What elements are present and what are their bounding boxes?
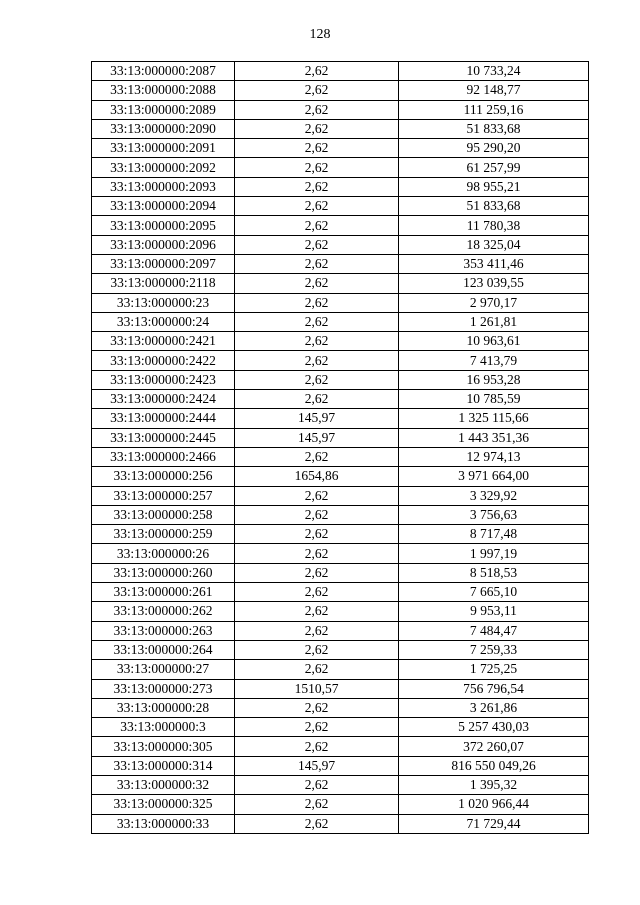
table-row: [92, 756, 589, 775]
rate-cell: 2,62: [235, 698, 399, 717]
amount-cell: 7 413,79: [399, 351, 589, 370]
cadastral-number-cell: 33:13:000000:261: [92, 583, 235, 602]
rate-cell: 2,62: [235, 235, 399, 254]
cadastral-number-cell: 33:13:000000:2421: [92, 332, 235, 351]
cadastral-number-cell: 33:13:000000:27: [92, 660, 235, 679]
table-row: [92, 351, 589, 370]
amount-cell: 353 411,46: [399, 254, 589, 273]
amount-cell: 1 443 351,36: [399, 428, 589, 447]
rate-cell: 2,62: [235, 505, 399, 524]
cadastral-number-cell: 33:13:000000:2423: [92, 370, 235, 389]
amount-cell: 61 257,99: [399, 158, 589, 177]
amount-cell: 372 260,07: [399, 737, 589, 756]
rate-cell: 1654,86: [235, 467, 399, 486]
cadastral-number-cell: 33:13:000000:2424: [92, 390, 235, 409]
amount-cell: 51 833,68: [399, 197, 589, 216]
amount-cell: 10 785,59: [399, 390, 589, 409]
rate-cell: 145,97: [235, 409, 399, 428]
cadastral-number-cell: 33:13:000000:260: [92, 563, 235, 582]
rate-cell: 145,97: [235, 756, 399, 775]
rate-cell: 2,62: [235, 216, 399, 235]
table-row: [92, 139, 589, 158]
table-row: [92, 312, 589, 331]
cadastral-number-cell: 33:13:000000:305: [92, 737, 235, 756]
cadastral-number-cell: 33:13:000000:263: [92, 621, 235, 640]
amount-cell: 3 261,86: [399, 698, 589, 717]
table-row: [92, 775, 589, 794]
amount-cell: 8 518,53: [399, 563, 589, 582]
cadastral-number-cell: 33:13:000000:33: [92, 814, 235, 833]
table-row: [92, 177, 589, 196]
cadastral-number-cell: 33:13:000000:256: [92, 467, 235, 486]
rate-cell: 2,62: [235, 602, 399, 621]
table-row: [92, 216, 589, 235]
rate-cell: 2,62: [235, 293, 399, 312]
amount-cell: 92 148,77: [399, 81, 589, 100]
rate-cell: 2,62: [235, 737, 399, 756]
amount-cell: 2 970,17: [399, 293, 589, 312]
table-row: [92, 737, 589, 756]
rate-cell: 2,62: [235, 351, 399, 370]
table-row: [92, 158, 589, 177]
cadastral-number-cell: 33:13:000000:2089: [92, 100, 235, 119]
cadastral-number-cell: 33:13:000000:24: [92, 312, 235, 331]
rate-cell: 2,62: [235, 660, 399, 679]
cadastral-number-cell: 33:13:000000:2444: [92, 409, 235, 428]
cadastral-number-cell: 33:13:000000:273: [92, 679, 235, 698]
cadastral-number-cell: 33:13:000000:2466: [92, 447, 235, 466]
table-row: [92, 486, 589, 505]
amount-cell: 7 665,10: [399, 583, 589, 602]
amount-cell: 3 756,63: [399, 505, 589, 524]
cadastral-number-cell: 33:13:000000:259: [92, 525, 235, 544]
amount-cell: 816 550 049,26: [399, 756, 589, 775]
table-row: [92, 119, 589, 138]
cadastral-number-cell: 33:13:000000:2090: [92, 119, 235, 138]
rate-cell: 2,62: [235, 390, 399, 409]
cadastral-number-cell: 33:13:000000:314: [92, 756, 235, 775]
cadastral-number-cell: 33:13:000000:2422: [92, 351, 235, 370]
amount-cell: 3 971 664,00: [399, 467, 589, 486]
rate-cell: 2,62: [235, 814, 399, 833]
cadastral-number-cell: 33:13:000000:26: [92, 544, 235, 563]
rate-cell: 2,62: [235, 640, 399, 659]
rate-cell: 2,62: [235, 486, 399, 505]
table-row: [92, 254, 589, 273]
rate-cell: 2,62: [235, 718, 399, 737]
cadastral-number-cell: 33:13:000000:2445: [92, 428, 235, 447]
rate-cell: 2,62: [235, 525, 399, 544]
table-row: [92, 62, 589, 81]
cadastral-number-cell: 33:13:000000:2092: [92, 158, 235, 177]
amount-cell: 95 290,20: [399, 139, 589, 158]
amount-cell: 9 953,11: [399, 602, 589, 621]
amount-cell: 16 953,28: [399, 370, 589, 389]
amount-cell: 12 974,13: [399, 447, 589, 466]
cadastral-number-cell: 33:13:000000:2097: [92, 254, 235, 273]
table-row: [92, 621, 589, 640]
amount-cell: 1 261,81: [399, 312, 589, 331]
rate-cell: 2,62: [235, 583, 399, 602]
table-row: [92, 428, 589, 447]
rate-cell: 2,62: [235, 621, 399, 640]
amount-cell: 1 725,25: [399, 660, 589, 679]
table-body: [92, 62, 589, 834]
cadastral-number-cell: 33:13:000000:2088: [92, 81, 235, 100]
amount-cell: 1 997,19: [399, 544, 589, 563]
amount-cell: 7 259,33: [399, 640, 589, 659]
table-row: [92, 583, 589, 602]
amount-cell: 18 325,04: [399, 235, 589, 254]
amount-cell: 111 259,16: [399, 100, 589, 119]
cadastral-number-cell: 33:13:000000:257: [92, 486, 235, 505]
rate-cell: 2,62: [235, 795, 399, 814]
rate-cell: 2,62: [235, 62, 399, 81]
table-row: [92, 447, 589, 466]
amount-cell: 7 484,47: [399, 621, 589, 640]
rate-cell: 2,62: [235, 119, 399, 138]
amount-cell: 1 325 115,66: [399, 409, 589, 428]
cadastral-table: [91, 61, 589, 834]
rate-cell: 2,62: [235, 447, 399, 466]
rate-cell: 1510,57: [235, 679, 399, 698]
rate-cell: 2,62: [235, 775, 399, 794]
rate-cell: 2,62: [235, 197, 399, 216]
table-row: [92, 660, 589, 679]
amount-cell: 756 796,54: [399, 679, 589, 698]
cadastral-number-cell: 33:13:000000:325: [92, 795, 235, 814]
table-row: [92, 390, 589, 409]
amount-cell: 123 039,55: [399, 274, 589, 293]
table-row: [92, 698, 589, 717]
cadastral-number-cell: 33:13:000000:32: [92, 775, 235, 794]
rate-cell: 2,62: [235, 254, 399, 273]
amount-cell: 71 729,44: [399, 814, 589, 833]
table-row: [92, 525, 589, 544]
rate-cell: 2,62: [235, 370, 399, 389]
table-row: [92, 293, 589, 312]
amount-cell: 98 955,21: [399, 177, 589, 196]
table-row: [92, 602, 589, 621]
table-row: [92, 100, 589, 119]
cadastral-number-cell: 33:13:000000:264: [92, 640, 235, 659]
rate-cell: 2,62: [235, 100, 399, 119]
cadastral-number-cell: 33:13:000000:2095: [92, 216, 235, 235]
amount-cell: 10 963,61: [399, 332, 589, 351]
rate-cell: 2,62: [235, 312, 399, 331]
amount-cell: 3 329,92: [399, 486, 589, 505]
cadastral-number-cell: 33:13:000000:3: [92, 718, 235, 737]
cadastral-number-cell: 33:13:000000:2094: [92, 197, 235, 216]
table-row: [92, 197, 589, 216]
rate-cell: 145,97: [235, 428, 399, 447]
amount-cell: 8 717,48: [399, 525, 589, 544]
amount-cell: 51 833,68: [399, 119, 589, 138]
rate-cell: 2,62: [235, 563, 399, 582]
cadastral-number-cell: 33:13:000000:262: [92, 602, 235, 621]
rate-cell: 2,62: [235, 274, 399, 293]
table-row: [92, 795, 589, 814]
amount-cell: 1 395,32: [399, 775, 589, 794]
rate-cell: 2,62: [235, 139, 399, 158]
table-row: [92, 235, 589, 254]
cadastral-number-cell: 33:13:000000:2087: [92, 62, 235, 81]
cadastral-number-cell: 33:13:000000:258: [92, 505, 235, 524]
table-row: [92, 563, 589, 582]
rate-cell: 2,62: [235, 158, 399, 177]
cadastral-number-cell: 33:13:000000:23: [92, 293, 235, 312]
rate-cell: 2,62: [235, 544, 399, 563]
rate-cell: 2,62: [235, 332, 399, 351]
rate-cell: 2,62: [235, 81, 399, 100]
cadastral-number-cell: 33:13:000000:2091: [92, 139, 235, 158]
table-row: [92, 814, 589, 833]
cadastral-number-cell: 33:13:000000:28: [92, 698, 235, 717]
table-row: [92, 467, 589, 486]
amount-cell: 1 020 966,44: [399, 795, 589, 814]
cadastral-number-cell: 33:13:000000:2118: [92, 274, 235, 293]
amount-cell: 10 733,24: [399, 62, 589, 81]
cadastral-number-cell: 33:13:000000:2096: [92, 235, 235, 254]
table-row: [92, 505, 589, 524]
amount-cell: 11 780,38: [399, 216, 589, 235]
table-row: [92, 370, 589, 389]
table-row: [92, 679, 589, 698]
table-row: [92, 274, 589, 293]
amount-cell: 5 257 430,03: [399, 718, 589, 737]
table-row: [92, 332, 589, 351]
table-row: [92, 640, 589, 659]
page-number: 128: [309, 27, 331, 42]
table-row: [92, 81, 589, 100]
cadastral-number-cell: 33:13:000000:2093: [92, 177, 235, 196]
table-row: [92, 718, 589, 737]
table-row: [92, 544, 589, 563]
rate-cell: 2,62: [235, 177, 399, 196]
table-row: [92, 409, 589, 428]
